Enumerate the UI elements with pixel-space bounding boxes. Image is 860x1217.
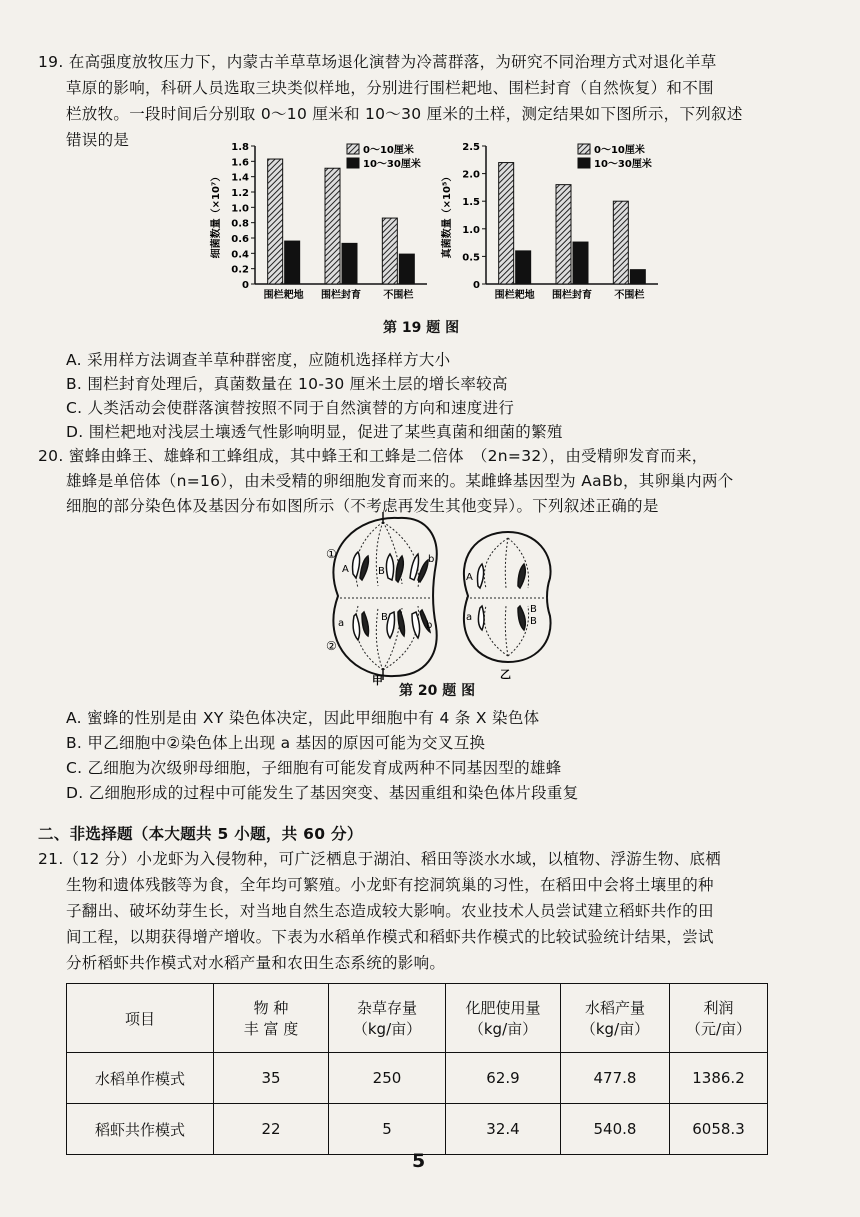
y-tick-label: 0.8: [231, 218, 249, 230]
x-tick-label: 围栏封育: [321, 290, 361, 301]
legend-label: 10～30厘米: [594, 159, 652, 170]
legend-swatch: [578, 158, 590, 168]
label-jia: 甲: [372, 674, 383, 686]
table-cell: 477.8: [561, 1053, 670, 1104]
legend-swatch: [347, 158, 359, 168]
table-cell: 540.8: [561, 1104, 670, 1155]
y-tick-label: 1.8: [231, 142, 249, 153]
y-tick-label: 0.5: [462, 252, 480, 264]
gene-A-yi: A: [466, 572, 473, 583]
table-cell: 稻虾共作模式: [67, 1104, 214, 1155]
table-cell: 35: [214, 1053, 329, 1104]
y-tick-label: 1.2: [231, 188, 249, 199]
bar: [630, 270, 645, 284]
table-header: 水稻产量 （kg/亩）: [561, 984, 670, 1053]
bar: [573, 242, 588, 284]
y-tick-label: 0: [473, 280, 480, 291]
table-cell: 水稻单作模式: [67, 1053, 214, 1104]
q20-line: 20. 蜜蜂由蜂王、雄蜂和工蜂组成，其中蜂王和工蜂是二倍体 （2n=32），由受精卵发育而来，: [38, 447, 708, 465]
fungi-bar-chart: [436, 138, 668, 310]
gene-B2-yi: B: [530, 616, 537, 627]
bacteria-bar-chart: [205, 138, 437, 310]
legend-swatch: [347, 144, 359, 154]
q19-line: 栏放牧。一段时间后分别取 0～10 厘米和 10～30 厘米的土样，测定结果如下图所示，下列叙述: [66, 105, 743, 123]
bar: [342, 243, 357, 284]
y-tick-label: 2.5: [462, 142, 480, 153]
page-number: 5: [412, 1150, 426, 1172]
figure-20-caption: 第 20 题 图: [399, 683, 476, 699]
table-header: 项目: [67, 984, 214, 1053]
x-tick-label: 围栏封育: [552, 290, 592, 301]
q21-line: 21.（12 分）小龙虾为入侵物种，可广泛栖息于湖泊、稻田等淡水水域，以植物、浮游生物、底栖: [38, 850, 722, 868]
legend-swatch: [578, 144, 590, 154]
legend-label: 0～10厘米: [363, 145, 414, 156]
table-header: 利润 （元/亩）: [670, 984, 768, 1053]
spindle-fibers-yi: [466, 538, 550, 656]
x-tick-label: 围栏耙地: [263, 290, 304, 301]
y-tick-label: 2.0: [462, 169, 480, 181]
table-header: 杂草存量 （kg/亩）: [329, 984, 446, 1053]
table-row: [67, 1053, 768, 1104]
gene-A-jia: A: [342, 564, 349, 575]
label-1-jia: ①: [326, 547, 337, 561]
q19-option-d: D. 围栏耙地对浅层土壤透气性影响明显，促进了某些真菌和细菌的繁殖: [66, 423, 563, 441]
q20-line: 雄蜂是单倍体（n=16），由未受精的卵细胞发育而来的。某雌蜂基因型为 AaBb，其卵巢内两个: [66, 472, 734, 490]
q19-option-a: A. 采用样方法调查羊草种群密度，应随机选择样方大小: [66, 351, 451, 369]
figure-19-caption: 第 19 题 图: [383, 320, 460, 336]
table-cell: 32.4: [446, 1104, 561, 1155]
gene-B-yi: B: [530, 604, 537, 615]
bar: [556, 185, 571, 284]
y-tick-label: 1.6: [231, 157, 249, 169]
table-cell: 1386.2: [670, 1053, 768, 1104]
y-tick-label: 1.0: [462, 224, 480, 236]
chromosomes-jia-upper: [353, 552, 428, 582]
y-tick-label: 1.5: [462, 197, 480, 209]
table-row: [67, 1104, 768, 1155]
cell-yi-membrane: [464, 532, 551, 662]
q21-line: 子翻出、破坏幼芽生长，对当地自然生态造成较大影响。农业技术人员尝试建立稻虾共作的田: [66, 902, 714, 920]
bar: [399, 254, 414, 284]
bar: [499, 163, 514, 284]
q20-option-b: B. 甲乙细胞中②染色体上出现 a 基因的原因可能为交叉互换: [66, 734, 486, 752]
y-tick-label: 1.0: [231, 203, 249, 215]
table-cell: 62.9: [446, 1053, 561, 1104]
y-tick-label: 0.2: [231, 264, 249, 276]
gene-a-yi: a: [466, 612, 473, 623]
spindle-fibers-jia: [340, 522, 435, 670]
q21-line: 生物和遗体残骸等为食，全年均可繁殖。小龙虾有挖洞筑巢的习性，在稻田中会将土壤里的种: [66, 876, 714, 894]
table-header-row: [67, 984, 768, 1053]
q21-line: 间工程，以期获得增产增收。下表为水稻单作模式和稻虾共作模式的比较试验统计结果，尝试: [66, 928, 714, 946]
table-header: 物 种 丰 富 度: [214, 984, 329, 1053]
q21-line: 分析稻虾共作模式对水稻产量和农田生态系统的影响。: [66, 954, 446, 972]
bar: [382, 218, 397, 284]
q19-line: 错误的是: [66, 131, 130, 149]
bar: [268, 159, 283, 284]
label-yi: 乙: [500, 668, 511, 681]
x-tick-label: 不围栏: [614, 290, 645, 301]
gene-b-jia: b: [428, 554, 435, 565]
y-axis-label: 细菌数量（×10⁷）: [211, 171, 222, 259]
table-cell: 6058.3: [670, 1104, 768, 1155]
label-2-jia: ②: [326, 639, 337, 653]
y-tick-label: 1.4: [231, 172, 249, 184]
bar: [285, 241, 300, 284]
gene-a-jia: a: [338, 618, 345, 629]
cell-division-diagram: [318, 508, 568, 686]
bar: [325, 168, 340, 284]
y-tick-label: 0.4: [231, 249, 249, 261]
bar: [613, 201, 628, 284]
gene-B2-jia: B: [381, 612, 388, 623]
x-tick-label: 不围栏: [383, 290, 414, 301]
legend-label: 0～10厘米: [594, 145, 645, 156]
gene-b2-jia: b: [426, 620, 433, 631]
q20-option-d: D. 乙细胞形成的过程中可能发生了基因突变、基因重组和染色体片段重复: [66, 784, 579, 802]
q19-option-b: B. 围栏封育处理后，真菌数量在 10-30 厘米土层的增长率较高: [66, 375, 508, 393]
y-tick-label: 0.6: [231, 234, 249, 245]
y-axis-label: 真菌数量（×10⁵）: [442, 171, 453, 259]
cell-jia-membrane: [333, 518, 436, 676]
q19-option-c: C. 人类活动会使群落演替按照不同于自然演替的方向和速度进行: [66, 399, 515, 417]
table-cell: 5: [329, 1104, 446, 1155]
legend-label: 10～30厘米: [363, 159, 421, 170]
y-tick-label: 0: [242, 280, 249, 291]
table-cell: 22: [214, 1104, 329, 1155]
gene-B-jia: B: [378, 566, 385, 577]
q19-line: 草原的影响，科研人员选取三块类似样地，分别进行围栏耙地、围栏封育（自然恢复）和不围: [66, 79, 714, 97]
section-2-title: 二、非选择题（本大题共 5 小题，共 60 分）: [38, 825, 363, 843]
q20-line: 细胞的部分染色体及基因分布如图所示（不考虑再发生其他变异）。下列叙述正确的是: [66, 497, 659, 515]
table-cell: 250: [329, 1053, 446, 1104]
x-tick-label: 围栏耙地: [494, 290, 535, 301]
q20-option-c: C. 乙细胞为次级卵母细胞，子细胞有可能发育成两种不同基因型的雄蜂: [66, 759, 562, 777]
bar: [516, 251, 531, 284]
q19-line: 19. 在高强度放牧压力下，内蒙古羊草草场退化演替为冷蒿群落，为研究不同治理方式对退化羊草: [38, 53, 717, 71]
comparison-table: [66, 983, 768, 1155]
q20-option-a: A. 蜜蜂的性别是由 XY 染色体决定，因此甲细胞中有 4 条 X 染色体: [66, 709, 540, 727]
table-header: 化肥使用量 （kg/亩）: [446, 984, 561, 1053]
